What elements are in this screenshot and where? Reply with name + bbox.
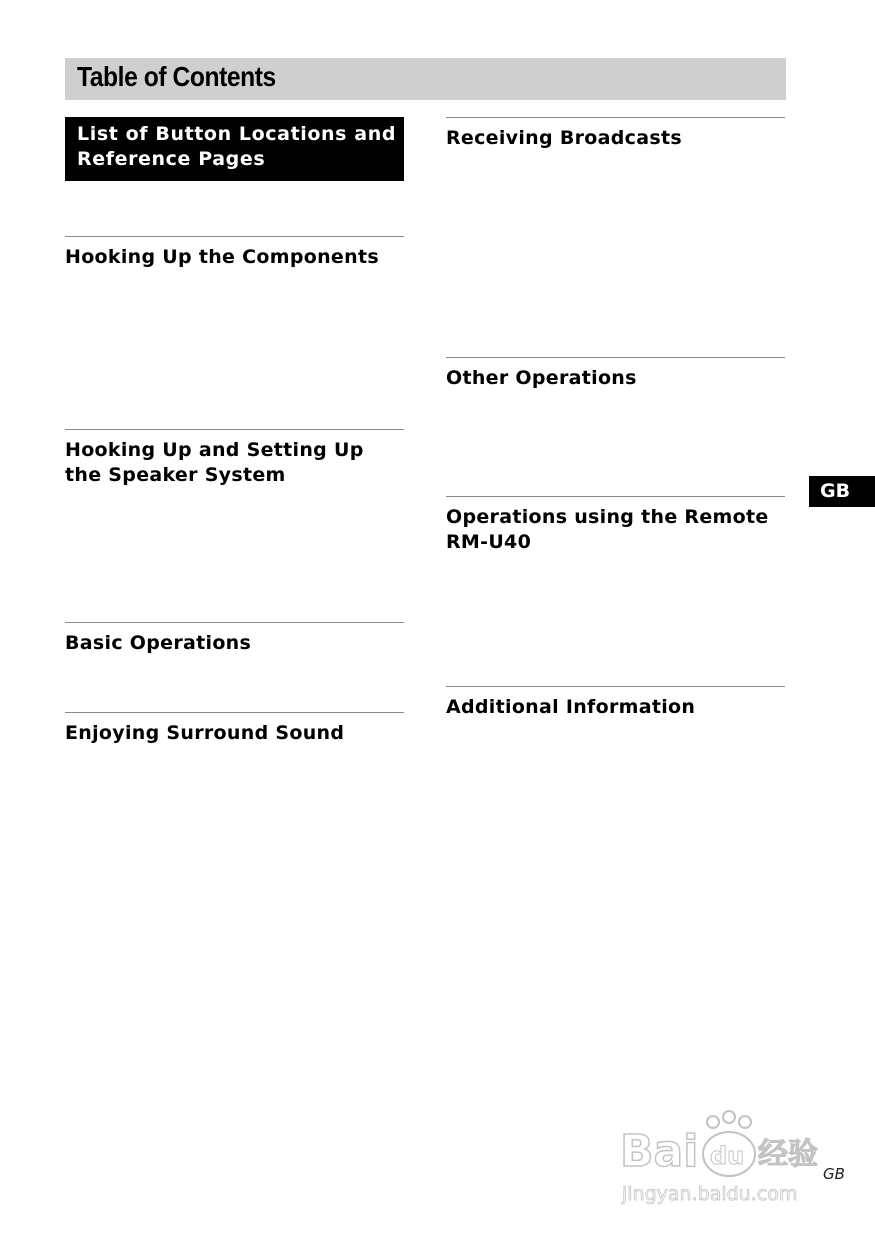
page-title: Table of Contents (77, 61, 276, 92)
svg-text:经验: 经验 (758, 1137, 818, 1172)
toc-section-surround-sound[interactable] (65, 712, 404, 746)
page-label: GB (823, 1165, 845, 1183)
section-heading: List of Button Locations and Reference Pages (77, 123, 397, 170)
section-heading: Operations using the Remote RM-U40 (446, 506, 769, 553)
section-heading: Basic Operations (65, 632, 252, 654)
toc-section-button-locations[interactable] (65, 117, 404, 181)
section-heading: Other Operations (446, 367, 637, 389)
section-heading: Receiving Broadcasts (446, 127, 682, 149)
section-heading: Additional Information (446, 696, 696, 718)
toc-section-remote-operations[interactable] (446, 496, 785, 555)
toc-section-hooking-up-components[interactable] (65, 236, 404, 270)
svg-text:Bai: Bai (620, 1126, 699, 1177)
toc-section-additional-information[interactable] (446, 686, 785, 720)
toc-section-basic-operations[interactable] (65, 622, 404, 656)
toc-section-other-operations[interactable] (446, 357, 785, 391)
toc-section-speaker-system[interactable] (65, 429, 404, 488)
baidu-watermark-logo (612, 1108, 827, 1208)
svg-text:jingyan.baidu.com: jingyan.baidu.com (622, 1183, 798, 1205)
language-tab: GB (809, 476, 875, 507)
svg-text:du: du (710, 1142, 745, 1170)
section-heading: Hooking Up and Setting Up the Speaker System (65, 439, 364, 486)
section-heading: Enjoying Surround Sound (65, 722, 345, 744)
toc-title-bar (65, 58, 786, 100)
section-heading: Hooking Up the Components (65, 246, 379, 268)
toc-section-receiving-broadcasts[interactable] (446, 117, 785, 151)
